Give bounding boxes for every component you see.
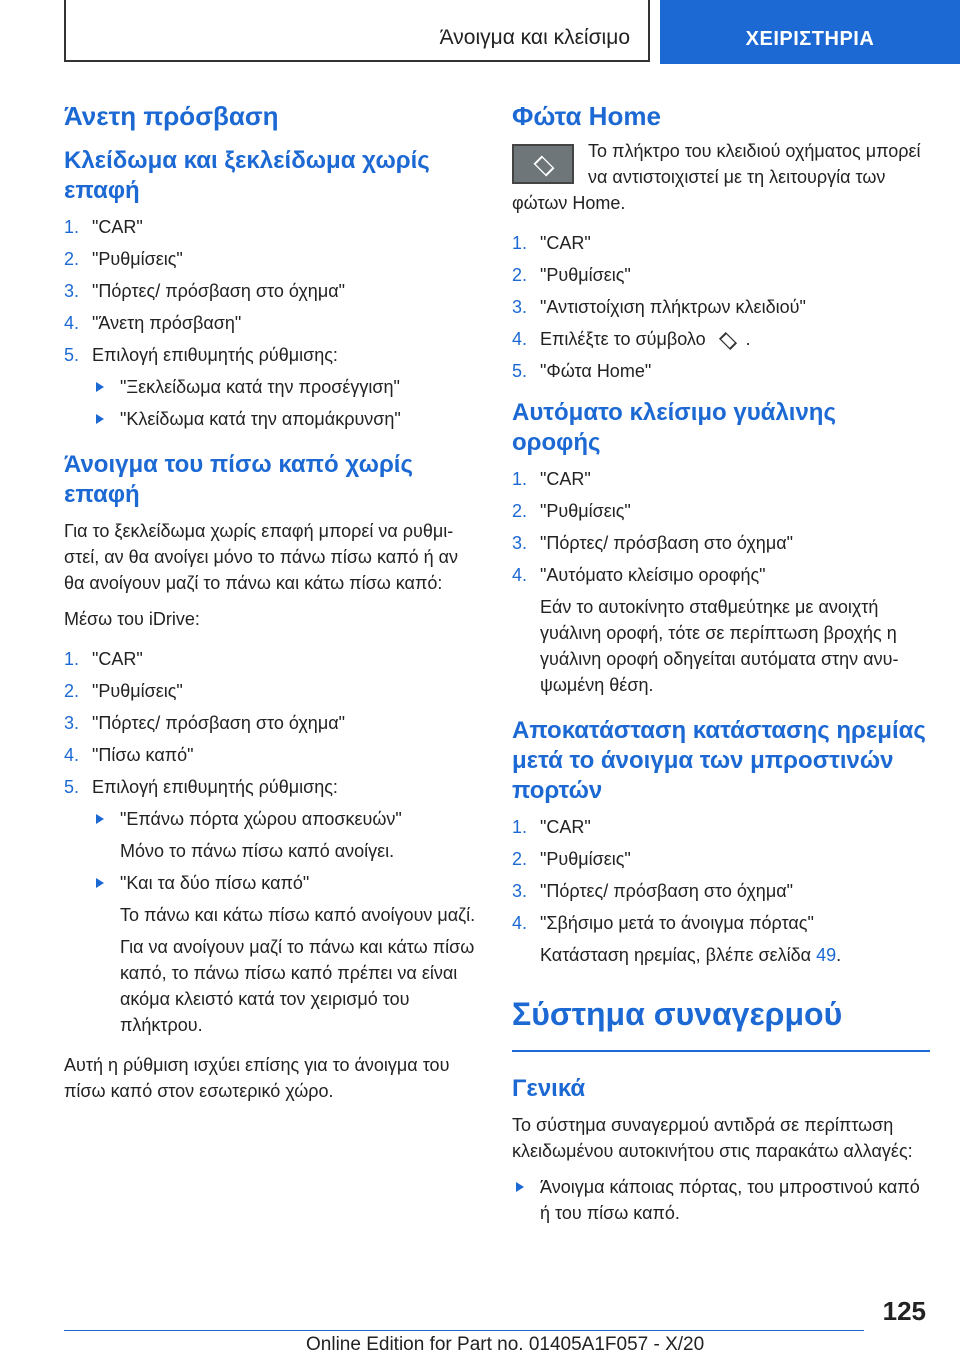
alarm-triggers	[512, 1174, 930, 1226]
list-item: 2. "Ρυθμίσεις"	[512, 265, 631, 285]
triangle-bullet-icon	[96, 878, 104, 888]
section-header-box	[64, 0, 650, 62]
key-symbol-icon	[712, 332, 740, 348]
steps-restore-rest	[512, 814, 930, 968]
list-item: 4. "Άνετη πρόσβαση"	[64, 313, 242, 333]
paragraph-note: Αυτή η ρύθμιση ισχύει επίσης για το άνοιγμα του πίσω καπό στον εσωτερικό χώρο.	[64, 1055, 450, 1101]
option-description: Το πάνω και κάτω πίσω καπό ανοίγουν μαζί.	[120, 905, 476, 925]
section-title: Άνοιγμα και κλείσιμο	[439, 26, 630, 49]
option-description: Μόνο το πάνω πίσω καπό ανοίγει.	[120, 841, 395, 861]
list-item: 1. "CAR"	[64, 649, 143, 669]
list-item: Άνοιγμα κάποιας πόρτας, του μπροστινού καπό ή του πίσω καπό.	[512, 1174, 930, 1226]
paragraph: Μέσω του iDrive:	[64, 609, 200, 629]
list-item: 4. "Σβήσιμο μετά το άνοιγμα πόρτας" Κατάσταση ηρεμίας, βλέπε σελίδα 49.	[512, 910, 930, 968]
steps-tailgate	[64, 646, 482, 1038]
heading-handsfree-tailgate: Άνοιγμα του πίσω καπό χωρίς επαφή	[64, 451, 413, 508]
heading-comfort-access: Άνετη πρόσβαση	[64, 101, 279, 131]
list-item: 5. "Φώτα Home"	[512, 361, 652, 381]
home-intro	[512, 138, 930, 216]
list-item: 3. "Πόρτες/ πρόσβαση στο όχημα"	[64, 281, 345, 301]
list-item: 2. "Ρυθμίσεις"	[512, 849, 631, 869]
list-item: 1. "CAR"	[512, 233, 591, 253]
list-item: 3. "Αντιστοίχιση πλήκτρων κλειδιού"	[512, 297, 806, 317]
chapter-tab[interactable]	[660, 0, 960, 64]
step-description: Εάν το αυτοκίνητο σταθμεύτηκε με ανοιχτή γυάλινη οροφή, τότε σε περίπτωση βροχής η γυάλινη οροφή οδηγείται αυτόματα στην ανυψωμένη θέση.	[540, 597, 899, 695]
heading-general: Γενικά	[512, 1075, 586, 1102]
option-description: Για να ανοίγουν μαζί το πάνω και κάτω πίσω καπό, το πάνω πίσω καπό πρέπει να είναι ακόμα κλειστό κατά τον χειρισμό του πλήκτρου.	[120, 937, 475, 1035]
paragraph: Για το ξεκλείδωμα χωρίς επαφή μπορεί να ρυθμιστεί, αν θα ανοίγει μόνο το πάνω πίσω καπό ή αν θα ανοίγουν μαζί το πάνω και κάτω πίσω καπό:	[64, 521, 459, 593]
steps-keyless-lock	[64, 214, 482, 432]
paragraph: Το σύστημα συναγερμού αντιδρά σε περίπτωση κλειδωμένου αυτοκινήτου στις παρακάτω αλλαγές:	[512, 1115, 913, 1161]
paragraph: Το πλήκτρο του κλειδιού οχήματος μπορεί να αντιστοιχιστεί με τη λειτουργία των φώτων Home.	[512, 141, 921, 213]
list-item: "Και τα δύο πίσω καπό" Το πάνω και κάτω πίσω καπό ανοίγουν μαζί. Για να ανοίγουν μαζί το πάνω και κάτω πίσω καπό, το πάνω πίσω καπό πρέπει να είναι ακόμα κλειστό κατά τον χειρισμό του πλήκτρου.	[92, 870, 482, 1038]
page-link[interactable]: 49	[816, 945, 837, 965]
list-item: 4. "Πίσω καπό"	[64, 745, 194, 765]
key-button-icon	[512, 144, 574, 184]
step-description: Κατάσταση ηρεμίας, βλέπε σελίδα 49.	[540, 945, 842, 965]
heading-keyless-lock: Κλείδωμα και ξεκλείδωμα χωρίς επαφή	[64, 147, 430, 204]
options-tailgate	[92, 806, 482, 1038]
list-item: "Ξεκλείδωμα κατά την προσέγγιση"	[92, 374, 482, 400]
list-item: 1. "CAR"	[512, 469, 591, 489]
triangle-bullet-icon	[96, 414, 104, 424]
list-item: "Επάνω πόρτα χώρου αποσκευών" Μόνο το πάνω πίσω καπό ανοίγει.	[92, 806, 482, 864]
steps-home-lights	[512, 230, 930, 384]
heading-home-lights: Φώτα Home	[512, 101, 661, 131]
list-item: 4. Επιλέξτε το σύμβολο .	[512, 329, 751, 349]
list-item: 3. "Πόρτες/ πρόσβαση στο όχημα"	[512, 533, 793, 553]
list-item: 2. "Ρυθμίσεις"	[64, 681, 183, 701]
list-item: 2. "Ρυθμίσεις"	[512, 501, 631, 521]
list-item: 1. "CAR"	[512, 817, 591, 837]
page-number: 125	[882, 1296, 926, 1326]
list-item: 1. "CAR"	[64, 217, 143, 237]
chapter-tab-label: ΧΕΙΡΙΣΤΗΡΙΑ	[745, 28, 875, 50]
triangle-bullet-icon	[516, 1182, 524, 1192]
list-item: 5. Επιλογή επιθυμητής ρύθμισης: "Ξεκλείδωμα κατά την προσέγγιση" "Κλείδωμα κατά την απομάκρυνση"	[64, 342, 482, 432]
steps-auto-roof	[512, 466, 930, 698]
list-item: 5. Επιλογή επιθυμητής ρύθμισης: "Επάνω πόρτα χώρου αποσκευών" Μόνο το πάνω πίσω καπό ανοίγει. "Και τα δύο πίσω καπό" Το πάνω και κάτω πίσω καπό ανοίγουν μαζί. Για να ανοίγουν μαζί το πάνω και κάτω πίσω καπό, το πάνω πίσω καπό πρέπει να είναι ακόμα κλειστό κατά τον χειρισμό του πλήκτρου.	[64, 774, 482, 1038]
heading-restore-rest: Αποκατάσταση κατάστασης ηρεμίας μετά το άνοιγμα των μπροστινών πορτών	[512, 717, 926, 804]
heading-auto-roof: Αυτόματο κλείσιμο γυάλινης οροφής	[512, 399, 836, 456]
heading-alarm-system: Σύστημα συναγερμού	[512, 994, 930, 1052]
options-keyless-lock	[92, 374, 482, 432]
right-column	[512, 100, 930, 1232]
footer-edition: Online Edition for Part no. 01405A1F057 - X/20	[306, 1334, 705, 1355]
list-item: "Κλείδωμα κατά την απομάκρυνση"	[92, 406, 482, 432]
triangle-bullet-icon	[96, 382, 104, 392]
triangle-bullet-icon	[96, 814, 104, 824]
list-item: 3. "Πόρτες/ πρόσβαση στο όχημα"	[64, 713, 345, 733]
list-item: 4. "Αυτόματο κλείσιμο οροφής" Εάν το αυτοκίνητο σταθμεύτηκε με ανοιχτή γυάλινη οροφή, τότε σε περίπτωση βροχής η γυάλινη οροφή οδηγείται αυτόματα στην ανυψωμένη θέση.	[512, 562, 930, 698]
page-header	[0, 0, 960, 66]
left-column	[64, 100, 482, 1114]
list-item: 3. "Πόρτες/ πρόσβαση στο όχημα"	[512, 881, 793, 901]
footer-rule	[64, 1330, 864, 1331]
list-item: 2. "Ρυθμίσεις"	[64, 249, 183, 269]
